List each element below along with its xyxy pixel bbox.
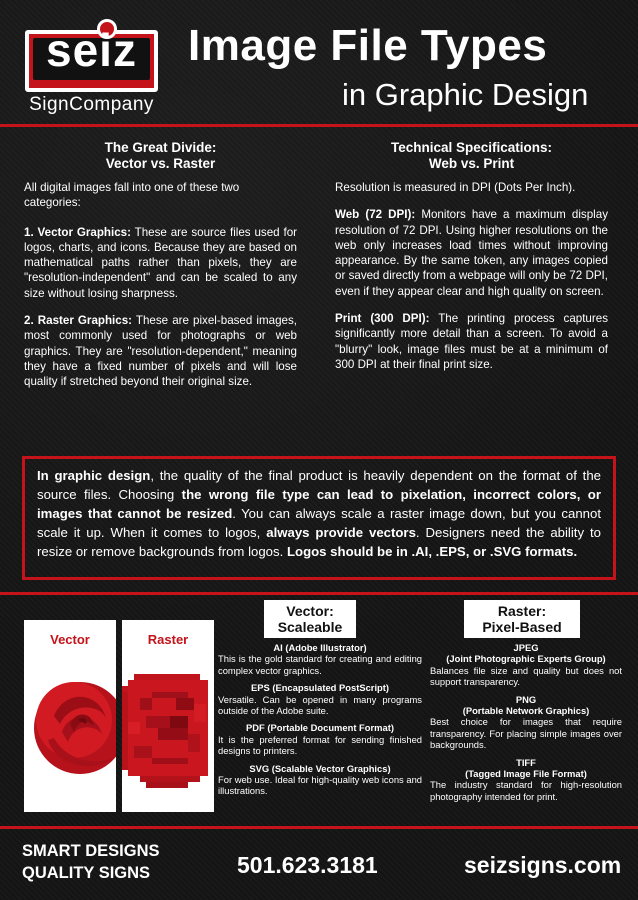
left-intro: All digital images fall into one of these two categories: [24,181,240,210]
right-heading [335,140,608,172]
web-dpi-text: Monitors have a maximum display resolution of 72 DPI. Using higher resolutions on the web only increases load times without improving appearance. By the same token, any images copied or saved directly from a webpage will only be 72 DPI, even if they appear clear and high quality on screen. [335,208,608,298]
print-dpi-paragraph [335,311,608,372]
raster-rose-label: Raster [147,632,189,647]
vector-graphics-text: These are source files used for logos, charts, and icons. Because they are based on mathematical paths rather than pixels, they are "resolution-independent" and can be scaled to any size without losing sharpness. [24,225,297,300]
format-name: AI (Adobe Illustrator) [273,642,367,653]
raster-graphics-label: 2. Raster Graphics: [24,314,133,328]
phone-number-link[interactable]: 501.623.3181 [237,852,378,878]
callout-bold-2: the wrong file type can lead to pixelation, incorrect colors, or images that cannot be resized [37,487,601,521]
seiz-logo[interactable] [19,14,164,114]
right-heading-line2: Web vs. Print [428,156,515,171]
raster-tag-line2: Pixel-Based [482,619,562,635]
web-dpi-label: Web (72 DPI): [335,208,416,222]
format-pdf [218,722,422,756]
vector-tag [264,600,356,638]
left-heading-line1: The Great Divide: [104,140,217,155]
format-description: The industry standard for high-resolution photography intended for print. [430,779,622,802]
left-heading-line2: Vector vs. Raster [105,156,216,171]
format-description: For web use. Ideal for high-quality web icons and illustrations. [218,774,422,797]
format-name: JPEG [513,642,539,653]
raster-rose-panel [122,620,214,812]
web-dpi-paragraph [335,207,608,299]
format-png [430,694,622,751]
format-name: PNG [515,693,537,705]
callout-text-3: . Designers need the ability to resize or remove backgrounds from logos. [37,525,601,559]
format-description: Best choice for images that require transparency. For placing simple images over backgrounds. [430,716,622,751]
vector-rose-panel [24,620,116,812]
footer-divider [0,826,638,829]
raster-graphics-text: These are pixel-based images, most commonly used for photographs or web graphics. They are "resolution-dependent," meaning they have a fixed number of pixels and will lose quality if stretched beyond their original size. [24,314,297,389]
vector-format-list [218,642,422,803]
format-description: Versatile. Can be opened in many programs outside of the Adobe suite. [218,693,422,717]
format-name: SVG (Scalable Vector Graphics) [249,762,391,774]
format-svg [218,763,422,797]
callout-bold-1: In graphic design [37,468,151,483]
footer [0,830,638,900]
key-message-callout [22,456,616,580]
format-ai [218,642,422,676]
raster-graphics-paragraph [24,313,297,389]
right-heading-line1: Technical Specifications: [390,140,553,155]
page-title: Image File Types [188,21,548,70]
left-heading [24,140,297,172]
format-name: PDF (Portable Document Format) [246,722,394,734]
rose-comparison-image [24,620,214,812]
page-subtitle: in Graphic Design [342,77,589,112]
raster-tag [464,600,580,638]
format-full-name: (Joint Photographic Experts Group) [446,653,606,665]
raster-tag-line1: Raster: [497,603,547,619]
vector-vs-raster-column [24,140,297,402]
footer-tagline [22,840,222,884]
format-description: Balances file size and quality but does not support transparency. [430,664,622,688]
website-link[interactable]: seizsigns.com [464,852,622,878]
format-name: TIFF [516,756,536,768]
vector-rose-label: Vector [50,632,90,647]
format-full-name: (Tagged Image File Format) [465,768,587,780]
print-dpi-label: Print (300 DPI): [335,312,430,326]
tagline-line1: SMART DESIGNS [22,842,160,860]
section-divider [0,592,638,595]
format-description: It is the preferred format for sending finished designs to printers. [218,733,422,757]
callout-bold-4: Logos should be in .AI, .EPS, or .SVG formats. [286,544,578,559]
callout-text-1: , the quality of the final product is heavily dependent on the format of the source files. Choosing [37,468,601,502]
tagline-line2: QUALITY SIGNS [22,864,151,882]
format-jpeg [430,642,622,688]
vector-graphics-paragraph [24,225,297,301]
logo-wordmark: seiz [46,24,137,76]
vector-graphics-label: 1. Vector Graphics: [24,225,131,239]
vector-rose-icon [24,620,116,812]
header-divider [0,124,638,127]
vector-tag-line1: Vector: [286,603,334,619]
format-full-name: (Portable Network Graphics) [462,705,590,717]
format-eps [218,682,422,716]
web-vs-print-column [335,140,608,384]
vector-tag-line2: Scaleable [277,619,343,635]
format-description: This is the gold standard for creating and editing complex vector graphics. [218,653,422,676]
right-intro: Resolution is measured in DPI (Dots Per Inch). [335,181,576,194]
format-name: EPS (Encapsulated PostScript) [250,682,390,694]
print-dpi-text: The printing process captures significantly more detail than a screen. To avoid a "blurry" look, image files must be at a minimum of 300 DPI at their final print size. [335,312,608,371]
raster-rose-icon [122,620,214,812]
format-tiff [430,757,622,803]
callout-bold-3: always provide vectors [266,525,416,540]
callout-text-2: . You can always scale a raster image down, but you cannot scale it up. When it comes to logos, [37,506,601,540]
logo-company-name: SignCompany [29,94,154,115]
raster-format-list [430,642,622,808]
